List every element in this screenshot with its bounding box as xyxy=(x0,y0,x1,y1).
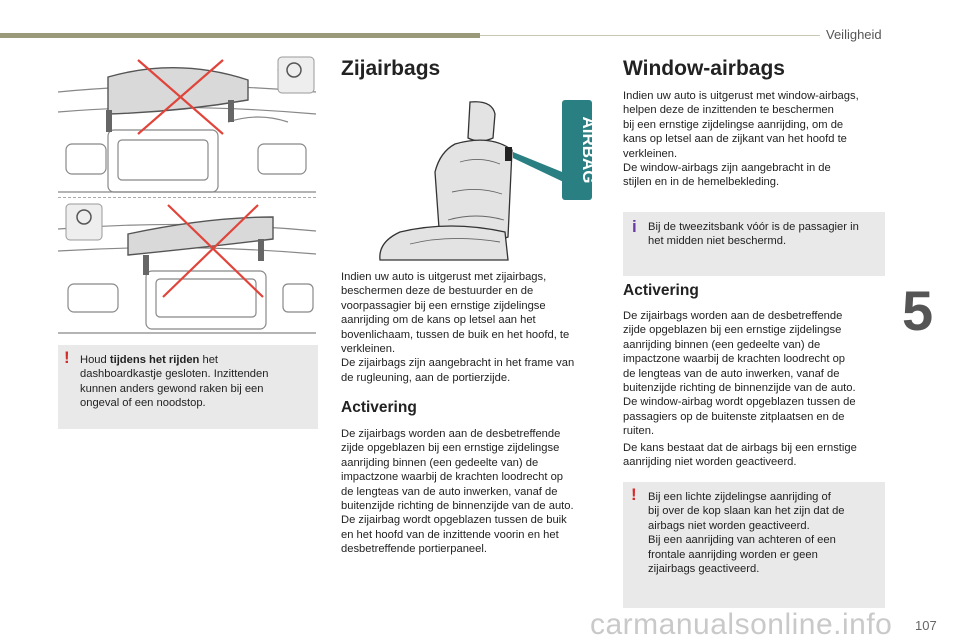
header-bar xyxy=(0,33,480,38)
exclamation-icon: ! xyxy=(64,348,70,367)
seat-airbag-illustration xyxy=(340,92,600,264)
window-airbags-activation-text-2: De kans bestaat dat de airbags bij een ernstige aanrijding niet worden geactiveerd. xyxy=(623,442,857,469)
warning-text: Houd tijdens het rijden het dashboardkastje gesloten. Inzittenden kunnen anders gewond raken bij een ongeval of een noodstop. xyxy=(80,354,269,410)
airbag-badge-label: AIRBAG xyxy=(579,116,598,184)
zijairbags-activation-text: De zijairbags worden aan de desbetreffende zijde opgeblazen bij een ernstige zijdelingse aanrijding binnen (een gedeelte van) de impactzone waarbij de krachten loodrecht op de lengteas van de auto inwerken, vanaf de buitenzijde richting de binnenzijde van de auto. De zijairbag wordt opgeblazen tussen de buik en het hoofd van de inzittende voorin en het desbetreffende portierpaneel. xyxy=(341,428,574,556)
watermark: carmanualsonline.info xyxy=(590,608,893,641)
info-note-text: Bij de tweezitsbank vóór is de passagier in het midden niet beschermd. xyxy=(648,221,859,248)
glovebox-open-illustration-bottom xyxy=(58,199,318,337)
header-rule xyxy=(480,35,820,36)
heading-activering-right: Activering xyxy=(623,282,699,299)
open-glovebox-lid xyxy=(128,217,273,275)
heading-activering-left: Activering xyxy=(341,399,417,416)
exclamation-icon: ! xyxy=(631,485,637,504)
info-icon: i xyxy=(632,217,637,236)
warning-note-glovebox xyxy=(58,345,318,429)
window-airbags-intro: Indien uw auto is uitgerust met window-airbags, helpen deze de inzittenden te beschermen bij een ernstige zijdelingse aanrijding, om de kans op letsel aan de zijkant van het hoofd te verkleinen. De window-airbags zijn aangebracht in de stijlen en in de hemelbekleding. xyxy=(623,90,859,189)
figure-divider xyxy=(58,197,316,198)
page-number: 107 xyxy=(915,618,937,633)
info-note-middle-passenger xyxy=(623,212,885,276)
chapter-number: 5 xyxy=(902,279,934,342)
glovebox-open-illustration-top xyxy=(58,52,318,197)
section-title: Veiligheid xyxy=(826,27,882,42)
warning-note-text: Bij een lichte zijdelingse aanrijding of bij over de kop slaan kan het zijn dat de airbags niet worden geactiveerd. Bij een aanrijding van achteren of een frontale aanrijding worden er geen zijairbags geactiveerd. xyxy=(648,491,845,576)
section-heading-window-airbags: Window-airbags xyxy=(623,57,785,80)
warning-note-window-airbags xyxy=(623,482,885,608)
section-heading-zijairbags: Zijairbags xyxy=(341,57,441,80)
side-airbag-location xyxy=(505,147,512,161)
zijairbags-intro: Indien uw auto is uitgerust met zijairbags, beschermen deze de bestuurder en de voorpassagier bij een ernstige zijdelingse aanrijding om de kans op letsel aan het bovenlichaam, tussen de buik en het hoofd, te verkleinen. De zijairbags zijn aangebracht in het frame van de rugleuning, aan de portierzijde. xyxy=(341,271,575,384)
window-airbags-activation-text: De zijairbags worden aan de desbetreffende zijde opgeblazen bij een ernstige zijdelingse aanrijding binnen (een gedeelte van) de impactzone waarbij de krachten loodrecht op de lengteas van de auto inwerken, vanaf de buitenzijde richting de binnenzijde van de auto. De window-airbag wordt opgeblazen tussen de passagiers op de buitenste zitplaatsen en de ruiten. xyxy=(623,310,856,438)
